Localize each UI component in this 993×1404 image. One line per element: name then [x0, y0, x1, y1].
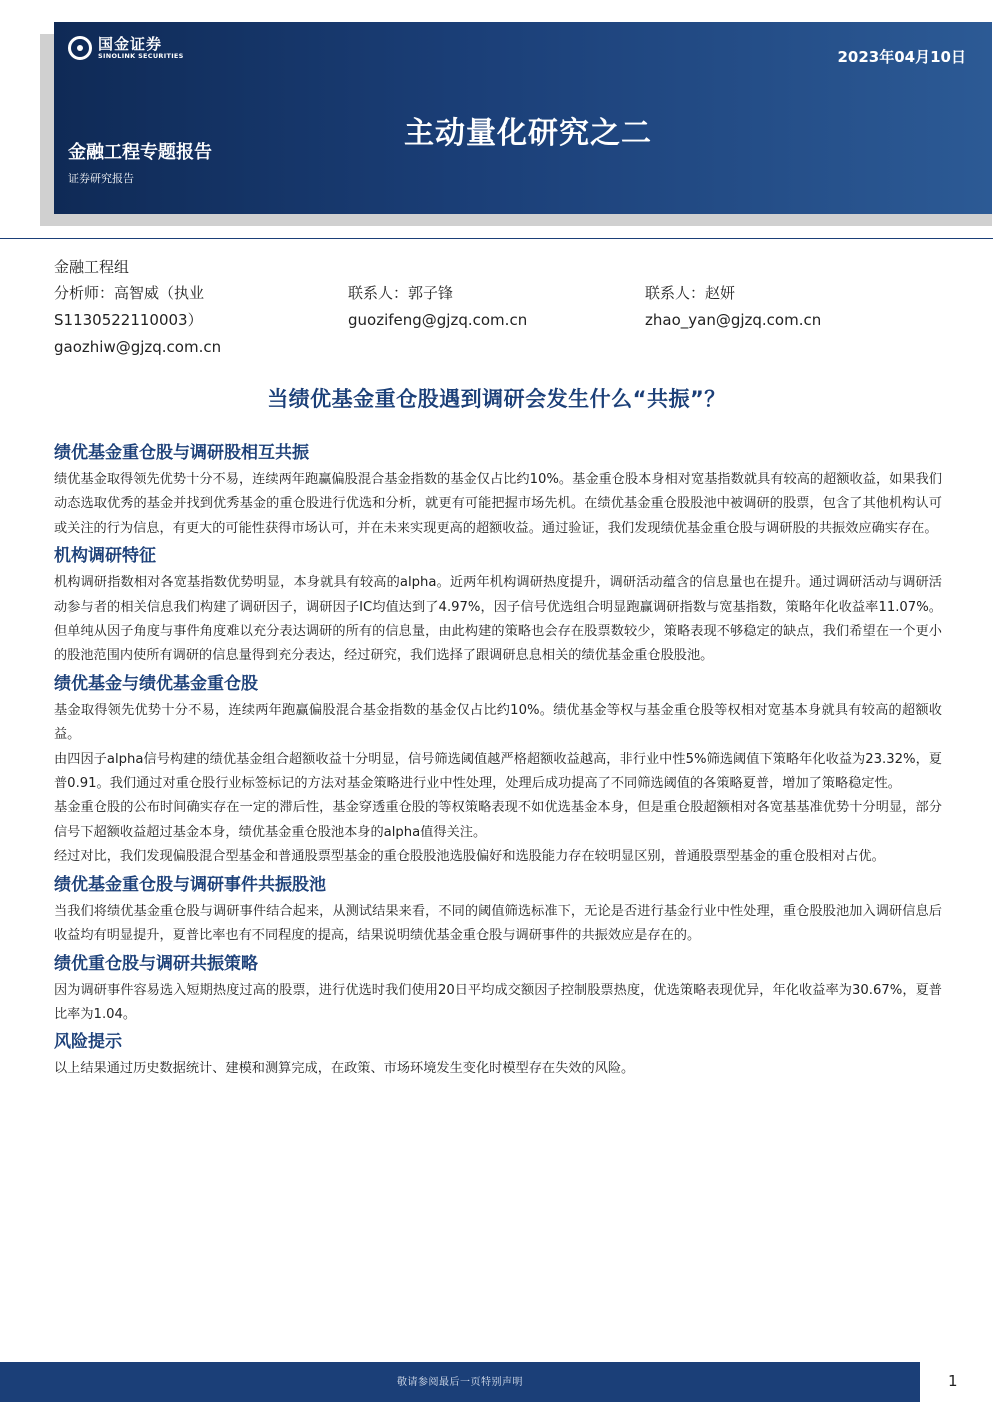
- author-email[interactable]: gaozhiw@gjzq.com.cn: [54, 338, 222, 356]
- section-heading: 风险提示: [54, 1032, 122, 1053]
- paragraph: 当我们将绩优基金重仓股与调研事件结合起来，从测试结果来看，不同的阈值筛选标准下，无论是否进行基金行业中性处理，重仓股股池加入调研信息后收益均有明显提升，夏普比率也有不同程度的提高，结果说明绩优基金重仓股与调研事件的共振效应是存在的。: [54, 903, 942, 944]
- paragraph: 以上结果通过历史数据统计、建模和测算完成，在政策、市场环境发生变化时模型存在失效的风险。: [54, 1061, 635, 1077]
- section-strategy: [54, 949, 942, 1028]
- paragraph: 经过对比，我们发现偏股混合型基金和普通股票型基金的重仓股股池选股偏好和选股能力存在较明显区别，普通股票型基金的重仓股相对占优。: [54, 849, 885, 865]
- author-name: 联系人：郭子锋: [348, 284, 454, 302]
- logo-en: SINOLINK SECURITIES: [98, 51, 184, 60]
- paragraph: 由四因子alpha信号构建的绩优基金组合超额收益十分明显，信号筛选阈值越严格超额收益越高，非行业中性5%筛选阈值下策略年化收益为23.32%，夏普0.91。我们通过对重仓股行业标签标记的方法对基金策略进行业中性处理，处理后成功提高了不同筛选阈值的各策略夏普，增加了策略稳定性。: [54, 751, 942, 792]
- series-title: 主动量化研究之二: [404, 116, 652, 151]
- footer-disclaimer-note: 敬请参阅最后一页特别声明: [397, 1377, 523, 1388]
- section-top-funds: [54, 669, 942, 870]
- section-heading: 绩优基金重仓股与调研事件共振股池: [54, 874, 326, 895]
- section-research-features: [54, 541, 942, 669]
- page-number: 1: [948, 1372, 958, 1390]
- section-heading: 绩优基金重仓股与调研股相互共振: [54, 443, 309, 463]
- author-analyst: [54, 280, 221, 361]
- section-risk: [54, 1027, 942, 1081]
- paragraph: 基金重仓股的公布时间确实存在一定的滞后性，基金穿透重仓股的等权策略表现不如优选基金本身，但是重仓股超额相对各宽基基准优势十分明显，部分信号下超额收益超过基金本身，绩优基金重仓股池本身的alpha值得关注。: [54, 800, 942, 840]
- author-contact-1: [348, 280, 527, 334]
- research-group: 金融工程组: [54, 258, 130, 276]
- section-heading: 机构调研特征: [54, 546, 156, 567]
- author-email[interactable]: zhao_yan@gjzq.com.cn: [645, 311, 822, 329]
- logo-circle-icon: [68, 36, 92, 60]
- author-contact-2: [645, 280, 821, 334]
- paragraph: 因为调研事件容易选入短期热度过高的股票，进行优选时我们使用20日平均成交额因子控制股票热度，优选策略表现优异，年化收益率为30.67%，夏普比率为1.04。: [54, 982, 942, 1022]
- logo-cn: 国金证券: [98, 35, 163, 54]
- header-divider: [0, 238, 993, 239]
- company-logo: [68, 36, 184, 60]
- author-license: S1130522110003）: [54, 311, 203, 329]
- author-email[interactable]: guozifeng@gjzq.com.cn: [348, 311, 528, 329]
- paragraph: 基金取得领先优势十分不易，连续两年跑赢偏股混合基金指数的基金仅占比约10%。绩优基金等权与基金重仓股等权相对宽基本身就具有较高的超额收益。: [54, 702, 942, 743]
- report-subtitle: 证券研究报告: [68, 172, 134, 185]
- report-date: 2023年04月10日: [837, 48, 966, 66]
- author-name: 分析师：高智威（执业: [54, 284, 205, 302]
- paragraph: 绩优基金取得领先优势十分不易，连续两年跑赢偏股混合基金指数的基金仅占比约10%。基金重仓股本身相对宽基指数就具有较高的超额收益，如果我们动态选取优秀的基金并找到优秀基金的重仓股进行优选和分析，就更有可能把握市场先机。在绩优基金重仓股股池中被调研的股票，包含了其他机构认可或关注的行为信息，有更大的可能性获得市场认可，并在未来实现更高的超额收益。通过验证，我们发现绩优基金重仓股与调研股的共振效应确实存在。: [54, 472, 942, 536]
- author-name: 联系人：赵妍: [645, 284, 736, 302]
- article-title: 当绩优基金重仓股遇到调研会发生什么“共振”？: [267, 387, 726, 411]
- section-resonance-pool: [54, 870, 942, 949]
- report-type: 金融工程专题报告: [68, 142, 212, 163]
- section-heading: 绩优重仓股与调研共振策略: [54, 953, 258, 974]
- article-body: [54, 438, 942, 1082]
- paragraph: 机构调研指数相对各宽基指数优势明显，本身就具有较高的alpha。近两年机构调研热度提升，调研活动蕴含的信息量也在提升。通过调研活动与调研活动参与者的相关信息我们构建了调研因子，调研因子IC均值达到了4.97%，因子信号优选组合明显跑赢调研指数与宽基指数，策略年化收益率11.07%。但单纯从因子角度与事件角度难以充分表达调研的所有的信息量，由此构建的策略也会存在股票数较少，策略表现不够稳定的缺点，我们希望在一个更小的股池范围内使所有调研的信息量得到充分表达，经过研究，我们选择了跟调研息息相关的绩优基金重仓股股池。: [54, 575, 942, 664]
- section-resonance: [54, 438, 942, 541]
- header-banner: [54, 22, 992, 214]
- section-heading: 绩优基金与绩优基金重仓股: [54, 673, 258, 694]
